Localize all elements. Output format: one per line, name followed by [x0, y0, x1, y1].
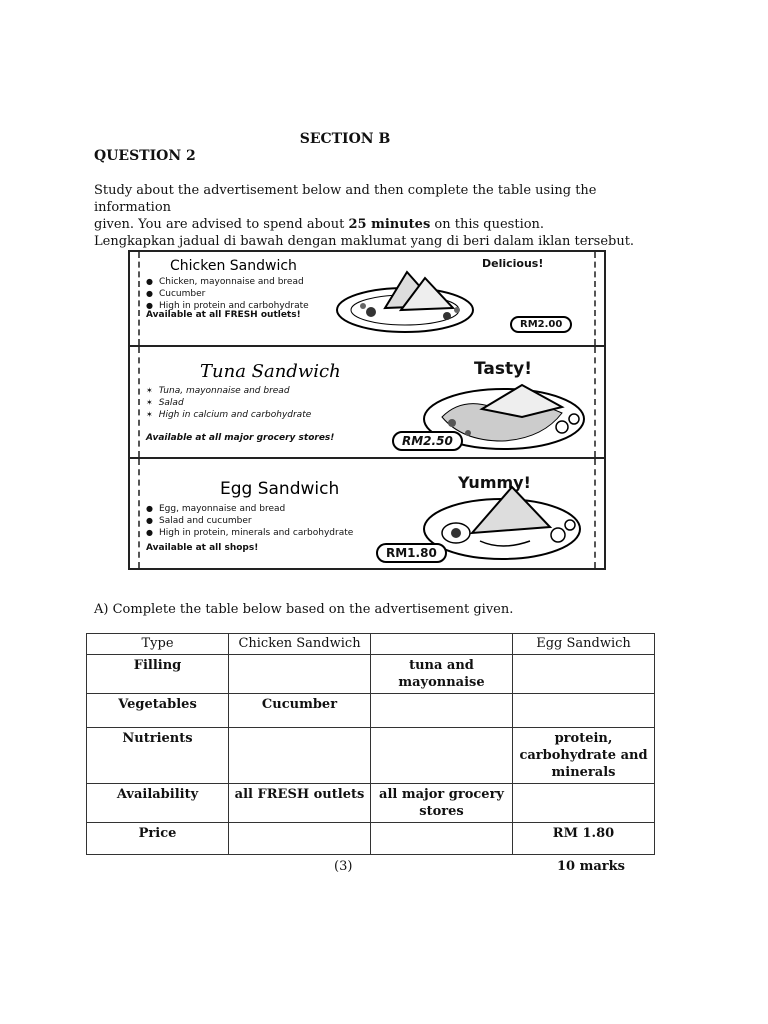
- ad-item: ● Chicken, mayonnaise and bread: [146, 276, 309, 288]
- panel-border-left: [132, 252, 140, 345]
- table-cell[interactable]: [229, 823, 371, 855]
- ad-panel-chicken: [130, 252, 604, 347]
- intro-line-1: Study about the advertisement below and then complete the table using the information: [94, 183, 597, 215]
- panel-border-right: [594, 252, 602, 345]
- ad-name-chicken: Chicken Sandwich: [170, 258, 297, 274]
- intro-line-2-pre: given. You are advised to spend about: [94, 217, 349, 232]
- ad-slogan-chicken: Delicious!: [482, 257, 544, 270]
- ad-list-tuna: [146, 385, 311, 421]
- table-row: [87, 655, 655, 694]
- ad-item: ● Salad and cucumber: [146, 515, 353, 527]
- table-cell[interactable]: protein, carbohydrate and minerals: [513, 728, 655, 784]
- ad-availability-tuna: Available at all major grocery stores!: [146, 433, 335, 443]
- ad-item: ✶ High in calcium and carbohydrate: [146, 409, 311, 421]
- table-cell[interactable]: [513, 784, 655, 823]
- table-row: [87, 728, 655, 784]
- table-cell[interactable]: [513, 655, 655, 694]
- marks-count: (3): [334, 859, 353, 874]
- table-header-cell: [371, 634, 513, 655]
- ad-slogan-tuna: Tasty!: [474, 359, 532, 379]
- table-cell[interactable]: Cucumber: [229, 694, 371, 728]
- ad-list-egg: [146, 503, 353, 539]
- ad-slogan-egg: Yummy!: [458, 473, 531, 492]
- table-cell[interactable]: [513, 694, 655, 728]
- panel-border-right: [594, 459, 602, 568]
- marks-total: 10 marks: [557, 859, 625, 874]
- ad-item: ● High in protein and carbohydrate: [146, 300, 309, 312]
- ad-panel-tuna: [130, 347, 604, 459]
- table-cell[interactable]: [371, 823, 513, 855]
- intro-paragraph: [94, 182, 654, 250]
- ad-availability-chicken: Available at all FRESH outlets!: [146, 310, 301, 320]
- intro-line-2-post: on this question.: [430, 217, 545, 232]
- table-row: [87, 823, 655, 855]
- intro-time-emphasis: 25 minutes: [348, 217, 431, 232]
- table-cell[interactable]: all major grocery stores: [371, 784, 513, 823]
- panel-border-left: [132, 459, 140, 568]
- ad-item: ✶ Tuna, mayonnaise and bread: [146, 385, 311, 397]
- table-cell[interactable]: all FRESH outlets: [229, 784, 371, 823]
- table-cell[interactable]: [371, 728, 513, 784]
- sandwich-advertisement: [128, 250, 606, 570]
- row-label: Price: [87, 823, 229, 855]
- table-header-row: [87, 634, 655, 655]
- ad-item: ✶ Salad: [146, 397, 311, 409]
- table-cell[interactable]: [229, 655, 371, 694]
- ad-item: ● Cucumber: [146, 288, 309, 300]
- ad-panel-egg: [130, 459, 604, 568]
- row-label: Nutrients: [87, 728, 229, 784]
- ad-name-tuna: Tuna Sandwich: [200, 361, 341, 382]
- question-title: QUESTION 2: [94, 148, 196, 164]
- table-row: [87, 694, 655, 728]
- ad-item: ● Egg, mayonnaise and bread: [146, 503, 353, 515]
- table-cell[interactable]: tuna and mayonnaise: [371, 655, 513, 694]
- table-header-cell: Chicken Sandwich: [229, 634, 371, 655]
- intro-line-3: Lengkapkan jadual di bawah dengan maklumat yang di beri dalam iklan tersebut.: [94, 234, 635, 249]
- row-label: Availability: [87, 784, 229, 823]
- ad-availability-egg: Available at all shops!: [146, 543, 259, 553]
- sandwich-plate-illustration: [335, 266, 485, 336]
- table-row: [87, 784, 655, 823]
- panel-border-left: [132, 347, 140, 457]
- table-instruction: A) Complete the table below based on the advertisement given.: [94, 602, 514, 617]
- table-cell[interactable]: [229, 728, 371, 784]
- table-header-cell: Type: [87, 634, 229, 655]
- intro-line-2: [94, 216, 654, 233]
- row-label: Vegetables: [87, 694, 229, 728]
- ad-price-egg: RM1.80: [376, 543, 447, 563]
- ad-item: ● High in protein, minerals and carbohydrate: [146, 527, 353, 539]
- ad-name-egg: Egg Sandwich: [220, 479, 340, 499]
- ad-list-chicken: [146, 276, 309, 312]
- table-cell[interactable]: RM 1.80: [513, 823, 655, 855]
- panel-border-right: [594, 347, 602, 457]
- ad-price-chicken: RM2.00: [510, 316, 572, 333]
- row-label: Filling: [87, 655, 229, 694]
- completion-table: [86, 633, 655, 855]
- table-cell[interactable]: [371, 694, 513, 728]
- table-header-cell: Egg Sandwich: [513, 634, 655, 655]
- ad-price-tuna: RM2.50: [392, 431, 463, 451]
- section-title: SECTION B: [299, 131, 391, 147]
